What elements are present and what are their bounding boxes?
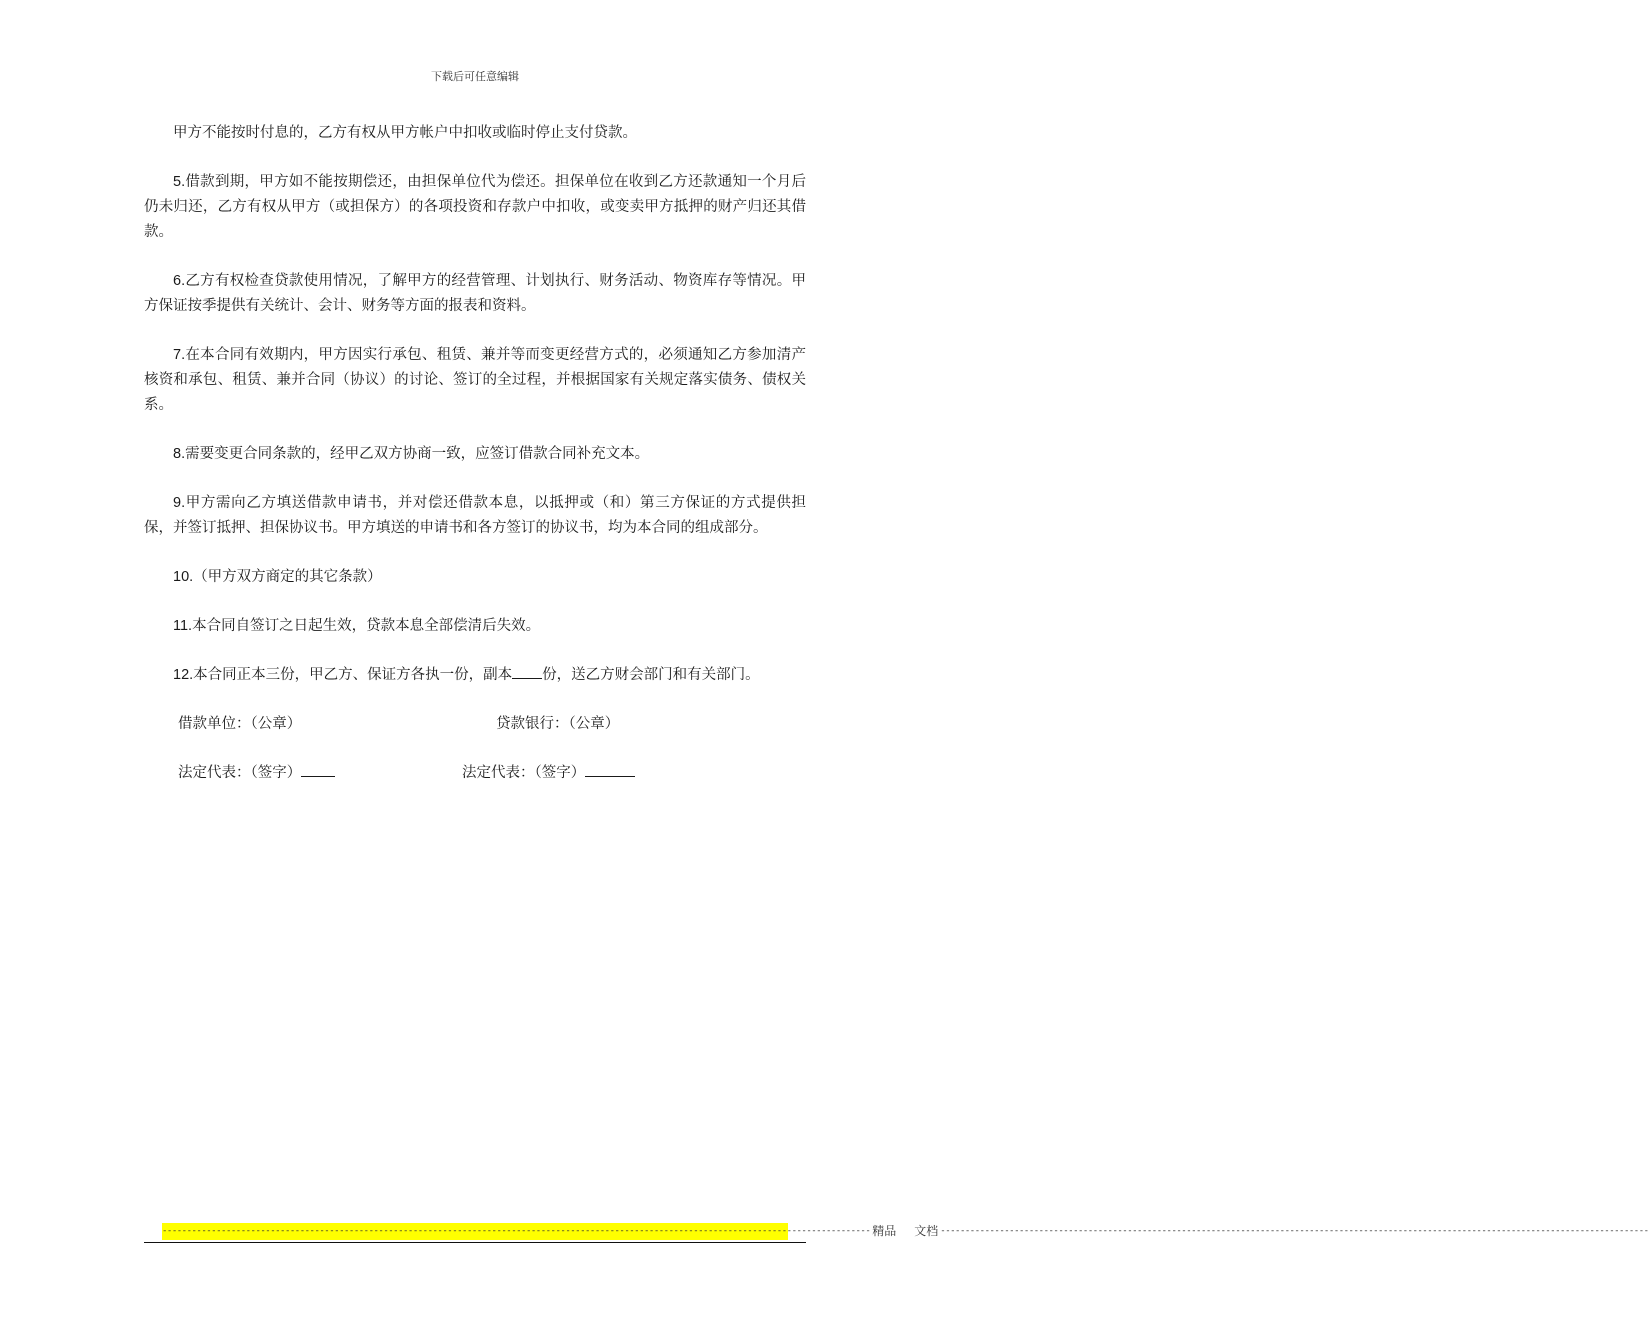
clause-number: 10.	[173, 569, 194, 585]
footer-rule	[144, 1242, 806, 1243]
clause-text: 在本合同有效期内，甲方因实行承包、租赁、兼并等而变更经营方式的，必须通知乙方参加清产核资和承包、租赁、兼并合同（协议）的讨论、签订的全过程，并根据国家有关规定落实债务、债权关系。	[144, 347, 806, 413]
clause-text: 乙方有权检查贷款使用情况，了解甲方的经营管理、计划执行、财务活动、物资库存等情况。甲方保证按季提供有关统计、会计、财务等方面的报表和资料。	[144, 273, 806, 314]
clause-number: 8.	[173, 446, 186, 462]
clause-text-before: 本合同正本三份，甲乙方、保证方各执一份，副本	[193, 667, 513, 683]
clause-number: 5.	[173, 174, 186, 190]
borrower-rep-label: 法定代表：（签字）	[178, 765, 302, 781]
clause-9	[144, 491, 806, 541]
borrower-unit-label: 借款单位：（公章）	[178, 716, 302, 732]
clause-6	[144, 269, 806, 319]
footer-label-right: 文档	[914, 1224, 939, 1238]
clause-11	[144, 614, 806, 639]
seal-row	[144, 712, 806, 737]
contract-body	[144, 121, 806, 810]
paragraph-text: 甲方不能按时付息的，乙方有权从甲方帐户中扣收或临时停止支付贷款。	[173, 125, 637, 141]
clause-text: 甲方需向乙方填送借款申请书，并对偿还借款本息，以抵押或（和）第三方保证的方式提供担保，并签订抵押、担保协议书。甲方填送的申请书和各方签订的协议书，均为本合同的组成部分。	[144, 495, 806, 536]
header-note: 下载后可任意编辑	[431, 70, 519, 83]
clause-number: 9.	[173, 495, 186, 511]
lender-signature-blank[interactable]	[585, 762, 635, 777]
clause-text: 需要变更合同条款的，经甲乙双方协商一致，应签订借款合同补充文本。	[185, 446, 650, 462]
clause-text: （甲方双方商定的其它条款）	[193, 569, 382, 585]
clause-10	[144, 565, 806, 590]
clause-5	[144, 170, 806, 245]
copies-blank[interactable]	[512, 664, 542, 679]
footer-highlight-band	[162, 1223, 1649, 1240]
representative-row	[144, 761, 806, 786]
clause-8	[144, 442, 806, 467]
clause-number: 7.	[173, 347, 186, 363]
clause-12	[144, 663, 806, 688]
borrower-rep-group	[178, 761, 335, 786]
clause-text-after: 份，送乙方财会部门和有关部门。	[542, 667, 760, 683]
lender-rep-group	[462, 761, 635, 786]
footer-label-left: 精品	[872, 1224, 897, 1238]
clause-text: 借款到期，甲方如不能按期偿还，由担保单位代为偿还。担保单位在收到乙方还款通知一个月后仍未归还，乙方有权从甲方（或担保方）的各项投资和存款户中扣收，或变卖甲方抵押的财产归还其借款。	[144, 174, 806, 240]
lender-rep-label: 法定代表：（签字）	[462, 765, 586, 781]
clause-7	[144, 343, 806, 418]
lender-bank-label: 贷款银行：（公章）	[496, 716, 620, 732]
borrower-signature-blank[interactable]	[301, 762, 335, 777]
paragraph-interest	[144, 121, 806, 146]
footer-dash-left: ------------------------------------------------------------------------------------------------------------------------------------------------	[162, 1226, 871, 1236]
clause-number: 6.	[173, 273, 186, 289]
clause-number: 12.	[173, 667, 194, 683]
clause-text: 本合同自签订之日起生效，贷款本息全部偿清后失效。	[192, 618, 541, 634]
footer-dash-right: ------------------------------------------------------------------------------------------------------------------------------------------------	[940, 1226, 1649, 1236]
clause-number: 11.	[173, 618, 193, 634]
